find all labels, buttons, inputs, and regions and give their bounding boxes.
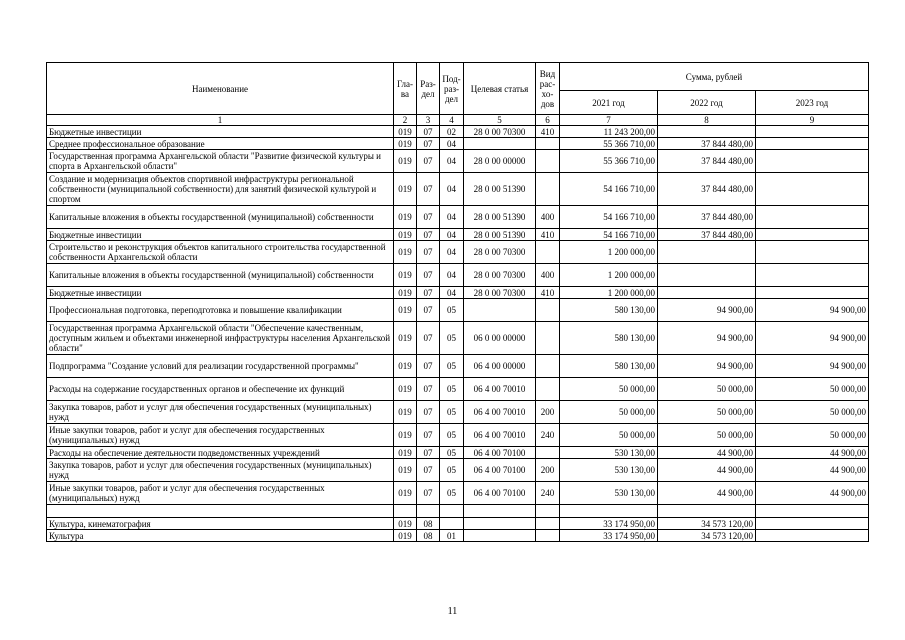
row-target: 28 0 00 51390	[464, 173, 536, 206]
row-razdel: 07	[417, 138, 440, 150]
row-podrazdel: 04	[440, 264, 464, 287]
row-podrazdel: 05	[440, 424, 464, 447]
row-glava: 019	[394, 229, 417, 241]
row-razdel	[417, 505, 440, 518]
row-sum-2021: 580 130,00	[560, 355, 658, 378]
row-sum-2022: 37 844 480,00	[658, 150, 756, 173]
col-index: 8	[658, 115, 756, 126]
row-razdel: 07	[417, 229, 440, 241]
row-razdel: 07	[417, 401, 440, 424]
row-sum-2022: 94 900,00	[658, 322, 756, 355]
row-podrazdel: 02	[440, 126, 464, 138]
col-index: 5	[464, 115, 536, 126]
row-sum-2021: 33 174 950,00	[560, 530, 658, 542]
row-sum-2023	[756, 287, 869, 299]
row-vid	[536, 299, 560, 322]
row-razdel: 07	[417, 241, 440, 264]
row-sum-2021: 33 174 950,00	[560, 518, 658, 530]
row-target: 06 4 00 70010	[464, 378, 536, 401]
row-razdel: 07	[417, 206, 440, 229]
row-sum-2023: 50 000,00	[756, 424, 869, 447]
row-sum-2023: 50 000,00	[756, 401, 869, 424]
row-podrazdel: 05	[440, 459, 464, 482]
row-target	[464, 530, 536, 542]
row-sum-2023	[756, 173, 869, 206]
column-index-row	[47, 115, 869, 126]
row-podrazdel: 05	[440, 482, 464, 505]
row-name: Иные закупки товаров, работ и услуг для обеспечения государственных (муниципальных) нужд	[47, 482, 394, 505]
header-target: Целевая статья	[464, 63, 536, 115]
row-target	[464, 518, 536, 530]
row-sum-2021: 530 130,00	[560, 459, 658, 482]
header-2022: 2022 год	[658, 91, 756, 115]
row-glava: 019	[394, 150, 417, 173]
row-sum-2021: 54 166 710,00	[560, 173, 658, 206]
row-name: Капитальные вложения в объекты государственной (муниципальной) собственности	[47, 206, 394, 229]
row-vid: 240	[536, 424, 560, 447]
row-name: Профессиональная подготовка, переподготовка и повышение квалификации	[47, 299, 394, 322]
table-body	[47, 126, 869, 542]
row-vid	[536, 173, 560, 206]
table-row	[47, 355, 869, 378]
row-vid	[536, 530, 560, 542]
row-razdel: 07	[417, 378, 440, 401]
row-podrazdel: 04	[440, 150, 464, 173]
row-name: Капитальные вложения в объекты государственной (муниципальной) собственности	[47, 264, 394, 287]
row-glava: 019	[394, 126, 417, 138]
row-target: 28 0 00 51390	[464, 206, 536, 229]
row-razdel: 07	[417, 322, 440, 355]
row-podrazdel: 04	[440, 206, 464, 229]
row-name: Создание и модернизация объектов спортивной инфраструктуры региональной собственности (муниципальной собственности) для занятий физической культурой и спортом	[47, 173, 394, 206]
row-target: 06 0 00 00000	[464, 322, 536, 355]
row-sum-2023: 94 900,00	[756, 299, 869, 322]
table-row	[47, 530, 869, 542]
row-sum-2022: 50 000,00	[658, 401, 756, 424]
page-number: 11	[447, 606, 458, 617]
row-sum-2023	[756, 264, 869, 287]
table-row	[47, 424, 869, 447]
table-row	[47, 264, 869, 287]
row-razdel: 07	[417, 355, 440, 378]
table-row	[47, 206, 869, 229]
header-razdel: Раз-дел	[417, 63, 440, 115]
table-row	[47, 229, 869, 241]
budget-table	[46, 62, 869, 542]
row-sum-2023	[756, 138, 869, 150]
row-sum-2021: 54 166 710,00	[560, 206, 658, 229]
row-razdel: 08	[417, 530, 440, 542]
row-glava: 019	[394, 206, 417, 229]
row-vid: 410	[536, 229, 560, 241]
row-sum-2022: 37 844 480,00	[658, 173, 756, 206]
row-name: Культура, кинематография	[47, 518, 394, 530]
row-glava: 019	[394, 355, 417, 378]
table-row	[47, 447, 869, 459]
row-target: 06 4 00 00000	[464, 355, 536, 378]
row-sum-2022: 44 900,00	[658, 482, 756, 505]
row-podrazdel: 05	[440, 322, 464, 355]
col-index: 2	[394, 115, 417, 126]
row-target: 06 4 00 70010	[464, 401, 536, 424]
table-row	[47, 505, 869, 518]
row-sum-2022	[658, 264, 756, 287]
row-sum-2022	[658, 241, 756, 264]
row-name: Подпрограмма "Создание условий для реализации государственной программы"	[47, 355, 394, 378]
row-name: Иные закупки товаров, работ и услуг для обеспечения государственных (муниципальных) нужд	[47, 424, 394, 447]
table-row	[47, 378, 869, 401]
header-2021: 2021 год	[560, 91, 658, 115]
row-podrazdel: 01	[440, 530, 464, 542]
row-razdel: 07	[417, 126, 440, 138]
row-vid	[536, 150, 560, 173]
row-target: 28 0 00 70300	[464, 287, 536, 299]
col-index: 4	[440, 115, 464, 126]
row-sum-2021: 11 243 200,00	[560, 126, 658, 138]
table-row	[47, 126, 869, 138]
row-glava: 019	[394, 264, 417, 287]
row-sum-2021: 55 366 710,00	[560, 150, 658, 173]
row-sum-2021: 50 000,00	[560, 424, 658, 447]
table-row	[47, 518, 869, 530]
row-name: Государственная программа Архангельской области "Обеспечение качественным, доступным жильем и объектами инженерной инфраструктуры населения Архангельской области"	[47, 322, 394, 355]
row-glava: 019	[394, 378, 417, 401]
row-sum-2023: 44 900,00	[756, 459, 869, 482]
row-glava: 019	[394, 424, 417, 447]
table-row	[47, 482, 869, 505]
row-name: Расходы на обеспечение деятельности подведомственных учреждений	[47, 447, 394, 459]
row-sum-2023: 44 900,00	[756, 482, 869, 505]
row-sum-2021: 580 130,00	[560, 299, 658, 322]
row-sum-2023	[756, 518, 869, 530]
row-vid: 410	[536, 287, 560, 299]
row-sum-2021: 1 200 000,00	[560, 264, 658, 287]
row-sum-2022: 44 900,00	[658, 447, 756, 459]
table-row	[47, 459, 869, 482]
row-podrazdel: 04	[440, 241, 464, 264]
row-glava	[394, 505, 417, 518]
row-vid	[536, 355, 560, 378]
row-sum-2021: 54 166 710,00	[560, 229, 658, 241]
row-sum-2023: 50 000,00	[756, 378, 869, 401]
row-sum-2023	[756, 530, 869, 542]
row-vid	[536, 518, 560, 530]
table-row	[47, 299, 869, 322]
row-sum-2023	[756, 150, 869, 173]
row-target: 06 4 00 70100	[464, 459, 536, 482]
row-target: 28 0 00 51390	[464, 229, 536, 241]
row-glava: 019	[394, 459, 417, 482]
table-row	[47, 138, 869, 150]
row-sum-2023: 94 900,00	[756, 322, 869, 355]
row-glava: 019	[394, 401, 417, 424]
row-sum-2022: 94 900,00	[658, 299, 756, 322]
row-target: 06 4 00 70100	[464, 482, 536, 505]
row-vid: 200	[536, 401, 560, 424]
row-podrazdel: 04	[440, 229, 464, 241]
row-target: 28 0 00 70300	[464, 241, 536, 264]
table-row	[47, 322, 869, 355]
row-name: Бюджетные инвестиции	[47, 229, 394, 241]
row-sum-2023	[756, 505, 869, 518]
row-sum-2022: 34 573 120,00	[658, 518, 756, 530]
row-podrazdel	[440, 518, 464, 530]
row-glava: 019	[394, 241, 417, 264]
row-podrazdel: 05	[440, 447, 464, 459]
col-index: 7	[560, 115, 658, 126]
row-target: 28 0 00 70300	[464, 264, 536, 287]
row-glava: 019	[394, 530, 417, 542]
row-razdel: 07	[417, 482, 440, 505]
row-sum-2021: 55 366 710,00	[560, 138, 658, 150]
row-sum-2022: 94 900,00	[658, 355, 756, 378]
row-sum-2023: 44 900,00	[756, 447, 869, 459]
header-glava: Гла-ва	[394, 63, 417, 115]
row-sum-2021: 530 130,00	[560, 482, 658, 505]
row-target	[464, 138, 536, 150]
row-target	[464, 505, 536, 518]
row-podrazdel: 04	[440, 173, 464, 206]
row-name: Бюджетные инвестиции	[47, 287, 394, 299]
table-row	[47, 173, 869, 206]
row-name: Культура	[47, 530, 394, 542]
row-sum-2023	[756, 206, 869, 229]
row-sum-2021: 530 130,00	[560, 447, 658, 459]
row-glava: 019	[394, 287, 417, 299]
row-sum-2022	[658, 287, 756, 299]
row-podrazdel: 04	[440, 287, 464, 299]
row-sum-2022	[658, 505, 756, 518]
col-index: 9	[756, 115, 869, 126]
row-vid	[536, 447, 560, 459]
row-sum-2023: 94 900,00	[756, 355, 869, 378]
table-row	[47, 150, 869, 173]
header-podrazdel: Под-раз-дел	[440, 63, 464, 115]
row-podrazdel	[440, 505, 464, 518]
row-name: Расходы на содержание государственных органов и обеспечение их функций	[47, 378, 394, 401]
row-vid	[536, 241, 560, 264]
row-glava: 019	[394, 299, 417, 322]
row-sum-2021: 50 000,00	[560, 378, 658, 401]
col-index: 6	[536, 115, 560, 126]
row-vid: 400	[536, 206, 560, 229]
row-target: 06 4 00 70100	[464, 447, 536, 459]
row-glava: 019	[394, 322, 417, 355]
row-sum-2022: 37 844 480,00	[658, 138, 756, 150]
row-sum-2022: 44 900,00	[658, 459, 756, 482]
table-row	[47, 287, 869, 299]
row-target: 28 0 00 70300	[464, 126, 536, 138]
row-razdel: 07	[417, 150, 440, 173]
row-vid: 200	[536, 459, 560, 482]
row-name: Государственная программа Архангельской области "Развитие физической культуры и спорта в Архангельской области"	[47, 150, 394, 173]
header-2023: 2023 год	[756, 91, 869, 115]
row-razdel: 07	[417, 459, 440, 482]
row-vid	[536, 138, 560, 150]
row-glava: 019	[394, 482, 417, 505]
row-sum-2022: 34 573 120,00	[658, 530, 756, 542]
row-podrazdel: 04	[440, 138, 464, 150]
header-sum: Сумма, рублей	[560, 63, 869, 91]
row-sum-2021: 1 200 000,00	[560, 241, 658, 264]
table-row	[47, 241, 869, 264]
row-target	[464, 299, 536, 322]
row-sum-2022: 37 844 480,00	[658, 229, 756, 241]
row-name: Строительство и реконструкция объектов капитального строительства государственной собственности Архангельской области	[47, 241, 394, 264]
row-name: Закупка товаров, работ и услуг для обеспечения государственных (муниципальных) нужд	[47, 459, 394, 482]
row-name: Среднее профессиональное образование	[47, 138, 394, 150]
row-razdel: 07	[417, 173, 440, 206]
row-sum-2021: 50 000,00	[560, 401, 658, 424]
row-glava: 019	[394, 173, 417, 206]
row-sum-2021: 580 130,00	[560, 322, 658, 355]
row-razdel: 07	[417, 447, 440, 459]
row-sum-2021	[560, 505, 658, 518]
row-podrazdel: 05	[440, 299, 464, 322]
row-razdel: 07	[417, 299, 440, 322]
row-sum-2022: 50 000,00	[658, 424, 756, 447]
row-vid	[536, 505, 560, 518]
row-podrazdel: 05	[440, 401, 464, 424]
row-target: 06 4 00 70010	[464, 424, 536, 447]
row-glava: 019	[394, 518, 417, 530]
row-vid	[536, 322, 560, 355]
row-sum-2023	[756, 126, 869, 138]
header-vid: Вид рас-хо-дов	[536, 63, 560, 115]
row-name: Закупка товаров, работ и услуг для обеспечения государственных (муниципальных) нужд	[47, 401, 394, 424]
row-vid	[536, 378, 560, 401]
header-name: Наименование	[47, 63, 394, 115]
row-sum-2022: 37 844 480,00	[658, 206, 756, 229]
row-podrazdel: 05	[440, 355, 464, 378]
row-sum-2022: 50 000,00	[658, 378, 756, 401]
row-razdel: 08	[417, 518, 440, 530]
row-name: Бюджетные инвестиции	[47, 126, 394, 138]
row-sum-2021: 1 200 000,00	[560, 287, 658, 299]
row-glava: 019	[394, 138, 417, 150]
row-name	[47, 505, 394, 518]
row-razdel: 07	[417, 264, 440, 287]
row-sum-2023	[756, 229, 869, 241]
row-sum-2023	[756, 241, 869, 264]
row-target: 28 0 00 00000	[464, 150, 536, 173]
row-sum-2022	[658, 126, 756, 138]
col-index: 3	[417, 115, 440, 126]
row-glava: 019	[394, 447, 417, 459]
row-razdel: 07	[417, 424, 440, 447]
row-vid: 240	[536, 482, 560, 505]
row-vid: 410	[536, 126, 560, 138]
row-podrazdel: 05	[440, 378, 464, 401]
row-vid: 400	[536, 264, 560, 287]
table-row	[47, 401, 869, 424]
row-razdel: 07	[417, 287, 440, 299]
col-index: 1	[47, 115, 394, 126]
